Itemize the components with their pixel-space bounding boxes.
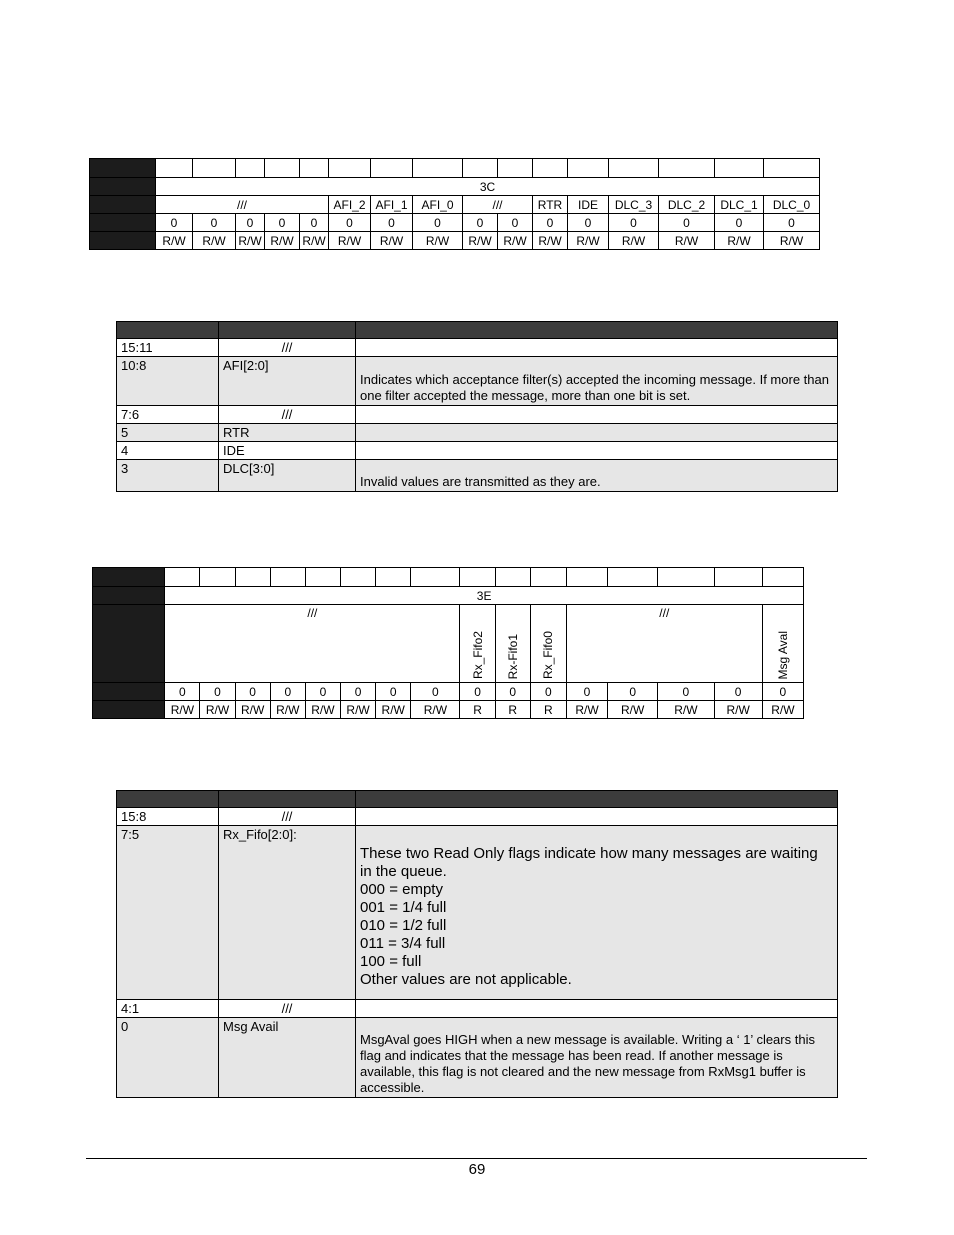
register-address-row [93,587,804,605]
field-dlc-0: DLC_0 [764,196,820,214]
access-type: R/W [413,232,463,250]
field-description [356,406,838,424]
description-header-row [117,791,838,808]
reset-value: 0 [371,214,413,232]
reset-value: 0 [533,214,568,232]
access-type: R/W [156,232,193,250]
description-row [117,406,838,424]
reset-value: 0 [193,214,236,232]
access-type: R/W [533,232,568,250]
access-type: R [530,701,566,719]
access-type: R/W [165,701,200,719]
access-type: R/W [305,701,340,719]
field-name: /// [219,1000,356,1018]
access-type: R/W [341,701,376,719]
reset-value: 0 [200,683,235,701]
description-line: 010 = 1/2 full [360,917,447,934]
register-field-row [93,605,804,683]
rx-fifo0-label: Rx_Fifo0 [541,630,556,679]
register-access-row [90,232,820,250]
field-description [356,808,838,826]
description-row [117,460,838,492]
reset-value: 0 [329,214,371,232]
access-type: R/W [658,701,714,719]
bit-range: 4:1 [117,1000,219,1018]
access-type: R/W [609,232,659,250]
access-type: R/W [762,701,803,719]
access-type: R/W [463,232,498,250]
bit-range: 7:5 [117,826,219,1000]
register-reset-row [90,214,820,232]
reset-value: 0 [411,683,460,701]
reset-value: 0 [608,683,658,701]
field-description: MsgAval goes HIGH when a new message is available. Writing a ‘ 1’ clears this flag and indicates that the message has been read. If another message is available, this flag is not cleared and the new message from RxMsg1 buffer is accessible. [356,1018,838,1098]
access-type: R/W [764,232,820,250]
access-type: R [460,701,495,719]
field-name: DLC[3:0] [219,460,356,492]
access-type: R/W [568,232,609,250]
bit-range: 15:11 [117,339,219,357]
footer-rule [86,1158,867,1159]
field-rtr: RTR [533,196,568,214]
reset-value: 0 [566,683,607,701]
description-line: 000 = empty [360,881,443,898]
field-ide: IDE [568,196,609,214]
field-name: /// [219,808,356,826]
reset-value: 0 [236,214,265,232]
field-description [356,339,838,357]
field-rx-fifo2 [460,605,495,683]
field-reserved: /// [463,196,533,214]
access-type: R/W [371,232,413,250]
field-dlc-1: DLC_1 [715,196,764,214]
reset-value: 0 [495,683,530,701]
register-address-row [90,178,820,196]
reset-value: 0 [715,214,764,232]
field-rx-fifo0 [530,605,566,683]
reset-value: 0 [463,214,498,232]
description-row [117,357,838,406]
reset-value: 0 [300,214,329,232]
reset-value: 0 [413,214,463,232]
reset-value: 0 [460,683,495,701]
description-row [117,826,838,1000]
access-type: R/W [235,701,270,719]
field-description [356,442,838,460]
access-type: R/W [236,232,265,250]
register-header-row [90,159,820,178]
field-name: RTR [219,424,356,442]
reset-value: 0 [498,214,533,232]
reset-value: 0 [762,683,803,701]
reset-value: 0 [235,683,270,701]
description-row [117,424,838,442]
field-name: /// [219,406,356,424]
field-afi-2: AFI_2 [329,196,371,214]
access-type: R/W [300,232,329,250]
reset-value: 0 [658,683,714,701]
access-type: R/W [411,701,460,719]
access-type: R/W [608,701,658,719]
register-access-row [93,701,804,719]
description-header-row [117,322,838,339]
bit-range: 7:6 [117,406,219,424]
bit-range: 10:8 [117,357,219,406]
description-row [117,1018,838,1098]
bit-range: 15:8 [117,808,219,826]
field-description [356,826,838,1000]
register-table-3e [92,567,804,719]
access-type: R/W [200,701,235,719]
field-name: Msg Avail [219,1018,356,1098]
field-rx-fifo1 [495,605,530,683]
field-name: Rx_Fifo[2:0]: [219,826,356,1000]
field-reserved: /// [165,605,460,683]
access-type: R/W [270,701,305,719]
reset-value: 0 [265,214,300,232]
field-name: /// [219,339,356,357]
access-type: R/W [659,232,715,250]
bit-description-table-3c [116,321,838,492]
field-description: Indicates which acceptance filter(s) accepted the incoming message. If more than one filter accepted the message, more than one bit is set. [356,357,838,406]
register-reset-row [93,683,804,701]
field-description [356,1000,838,1018]
bit-range: 5 [117,424,219,442]
reset-value: 0 [376,683,411,701]
access-type: R/W [265,232,300,250]
access-type: R/W [193,232,236,250]
access-type: R [495,701,530,719]
reset-value: 0 [764,214,820,232]
register-header-row [93,568,804,587]
description-line: 100 = full [360,953,422,970]
reset-value: 0 [714,683,762,701]
reset-value: 0 [341,683,376,701]
field-name: AFI[2:0] [219,357,356,406]
register-address: 3E [165,587,804,605]
reset-value: 0 [530,683,566,701]
access-type: R/W [566,701,607,719]
reset-value: 0 [270,683,305,701]
page-number: 69 [468,1161,486,1178]
field-afi-0: AFI_0 [413,196,463,214]
rx-fifo2-label: Rx_Fifo2 [470,630,485,679]
access-type: R/W [715,232,764,250]
field-msg-aval [762,605,803,683]
description-line: 001 = 1/4 full [360,899,447,916]
register-address: 3C [156,178,820,196]
field-dlc-2: DLC_2 [659,196,715,214]
field-reserved: /// [156,196,329,214]
reset-value: 0 [165,683,200,701]
bit-range: 0 [117,1018,219,1098]
bit-range: 4 [117,442,219,460]
description-line: These two Read Only flags indicate how many messages are waiting in the queue. [360,845,818,880]
access-type: R/W [376,701,411,719]
field-name: IDE [219,442,356,460]
bit-range: 3 [117,460,219,492]
description-line: Other values are not applicable. [360,971,572,988]
access-type: R/W [498,232,533,250]
description-row [117,339,838,357]
description-row [117,442,838,460]
field-dlc-3: DLC_3 [609,196,659,214]
bit-description-table-3e [116,790,838,1098]
field-afi-1: AFI_1 [371,196,413,214]
field-description [356,424,838,442]
field-description: Invalid values are transmitted as they are. [356,460,838,492]
field-reserved: /// [566,605,762,683]
description-row [117,1000,838,1018]
reset-value: 0 [659,214,715,232]
register-field-row [90,196,820,214]
register-table-3c [89,158,820,250]
access-type: R/W [329,232,371,250]
rx-fifo1-label: Rx-Fifo1 [505,633,520,679]
access-type: R/W [714,701,762,719]
reset-value: 0 [305,683,340,701]
msg-aval-label: Msg Aval [775,630,790,679]
description-line: 011 = 3/4 full [360,935,446,952]
description-row [117,808,838,826]
reset-value: 0 [156,214,193,232]
reset-value: 0 [609,214,659,232]
reset-value: 0 [568,214,609,232]
